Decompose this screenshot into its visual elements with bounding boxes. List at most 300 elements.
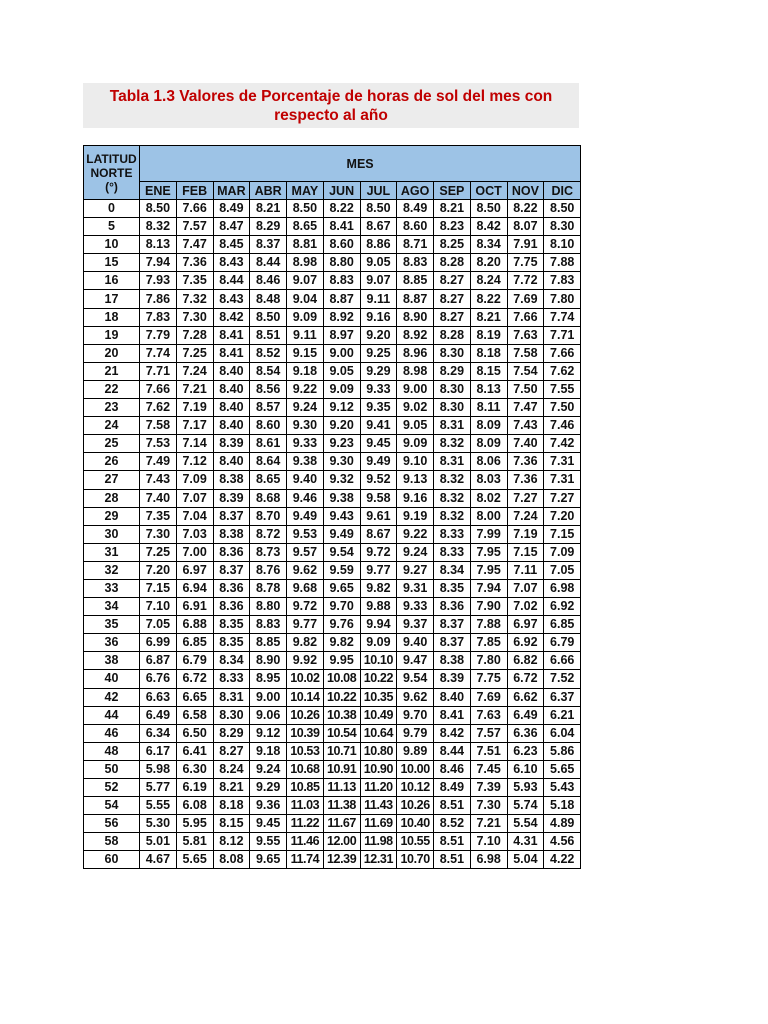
value-cell: 8.48 — [250, 290, 287, 308]
value-cell: 8.56 — [250, 380, 287, 398]
value-cell: 9.59 — [323, 561, 360, 579]
latitude-cell: 34 — [84, 598, 140, 616]
value-cell: 9.19 — [397, 507, 434, 525]
value-cell: 8.37 — [213, 507, 250, 525]
table-row — [84, 326, 581, 344]
value-cell: 8.39 — [213, 435, 250, 453]
value-cell: 8.23 — [434, 218, 471, 236]
value-cell: 4.67 — [140, 851, 177, 869]
value-cell: 8.51 — [434, 851, 471, 869]
value-cell: 7.36 — [507, 471, 544, 489]
value-cell: 8.09 — [470, 435, 507, 453]
latitude-cell: 26 — [84, 453, 140, 471]
value-cell: 8.95 — [250, 670, 287, 688]
value-cell: 7.66 — [140, 380, 177, 398]
latitude-cell: 22 — [84, 380, 140, 398]
value-cell: 7.71 — [140, 362, 177, 380]
value-cell: 8.86 — [360, 236, 397, 254]
value-cell: 7.32 — [176, 290, 213, 308]
value-cell: 9.07 — [360, 272, 397, 290]
value-cell: 6.08 — [176, 797, 213, 815]
latitude-cell: 60 — [84, 851, 140, 869]
value-cell: 8.40 — [213, 399, 250, 417]
value-cell: 9.09 — [323, 380, 360, 398]
value-cell: 8.40 — [213, 453, 250, 471]
latitude-cell: 54 — [84, 797, 140, 815]
value-cell: 6.41 — [176, 742, 213, 760]
table-row — [84, 236, 581, 254]
value-cell: 8.38 — [434, 652, 471, 670]
table-row — [84, 308, 581, 326]
value-cell: 11.20 — [360, 779, 397, 797]
value-cell: 6.97 — [176, 561, 213, 579]
value-cell: 11.22 — [287, 815, 324, 833]
value-cell: 10.26 — [397, 797, 434, 815]
table-row — [84, 507, 581, 525]
value-cell: 6.92 — [544, 598, 581, 616]
value-cell: 9.47 — [397, 652, 434, 670]
value-cell: 8.52 — [434, 815, 471, 833]
value-cell: 8.29 — [250, 218, 287, 236]
value-cell: 7.35 — [140, 507, 177, 525]
value-cell: 8.10 — [544, 236, 581, 254]
value-cell: 7.58 — [507, 344, 544, 362]
value-cell: 8.41 — [213, 326, 250, 344]
value-cell: 8.24 — [213, 760, 250, 778]
value-cell: 6.72 — [507, 670, 544, 688]
value-cell: 8.34 — [434, 561, 471, 579]
value-cell: 8.29 — [213, 724, 250, 742]
value-cell: 8.40 — [434, 688, 471, 706]
value-cell: 7.99 — [470, 525, 507, 543]
value-cell: 8.47 — [213, 218, 250, 236]
value-cell: 10.12 — [397, 779, 434, 797]
value-cell: 7.74 — [544, 308, 581, 326]
value-cell: 9.05 — [397, 417, 434, 435]
latitude-cell: 30 — [84, 525, 140, 543]
value-cell: 9.09 — [397, 435, 434, 453]
value-cell: 8.43 — [213, 290, 250, 308]
value-cell: 8.38 — [213, 471, 250, 489]
value-cell: 7.09 — [176, 471, 213, 489]
value-cell: 7.50 — [544, 399, 581, 417]
latitude-cell: 52 — [84, 779, 140, 797]
value-cell: 9.62 — [397, 688, 434, 706]
month-group-header: MES — [140, 146, 581, 182]
value-cell: 10.02 — [287, 670, 324, 688]
table-row — [84, 760, 581, 778]
value-cell: 7.28 — [176, 326, 213, 344]
value-cell: 8.29 — [434, 362, 471, 380]
value-cell: 7.86 — [140, 290, 177, 308]
value-cell: 7.55 — [544, 380, 581, 398]
month-header-may: MAY — [287, 182, 324, 200]
table-row — [84, 200, 581, 218]
value-cell: 7.74 — [140, 344, 177, 362]
table-row — [84, 525, 581, 543]
value-cell: 8.51 — [250, 326, 287, 344]
latitude-cell: 46 — [84, 724, 140, 742]
value-cell: 7.30 — [470, 797, 507, 815]
value-cell: 7.20 — [140, 561, 177, 579]
value-cell: 9.00 — [323, 344, 360, 362]
value-cell: 6.34 — [140, 724, 177, 742]
value-cell: 5.95 — [176, 815, 213, 833]
table-row — [84, 688, 581, 706]
value-cell: 8.40 — [213, 362, 250, 380]
value-cell: 8.65 — [287, 218, 324, 236]
table-row — [84, 543, 581, 561]
value-cell: 9.29 — [250, 779, 287, 797]
value-cell: 8.76 — [250, 561, 287, 579]
value-cell: 7.15 — [544, 525, 581, 543]
value-cell: 7.04 — [176, 507, 213, 525]
value-cell: 9.16 — [360, 308, 397, 326]
value-cell: 8.64 — [250, 453, 287, 471]
value-cell: 9.11 — [360, 290, 397, 308]
value-cell: 10.08 — [323, 670, 360, 688]
value-cell: 8.65 — [250, 471, 287, 489]
value-cell: 5.65 — [544, 760, 581, 778]
table-row — [84, 561, 581, 579]
value-cell: 6.85 — [176, 634, 213, 652]
table-row — [84, 344, 581, 362]
latitude-cell: 32 — [84, 561, 140, 579]
value-cell: 12.00 — [323, 833, 360, 851]
table-row — [84, 815, 581, 833]
month-header-row — [84, 182, 581, 200]
value-cell: 9.77 — [360, 561, 397, 579]
value-cell: 8.33 — [213, 670, 250, 688]
value-cell: 8.39 — [213, 489, 250, 507]
value-cell: 4.31 — [507, 833, 544, 851]
table-row — [84, 417, 581, 435]
latitude-cell: 40 — [84, 670, 140, 688]
value-cell: 6.98 — [544, 579, 581, 597]
value-cell: 7.05 — [140, 616, 177, 634]
value-cell: 11.98 — [360, 833, 397, 851]
value-cell: 7.52 — [544, 670, 581, 688]
value-cell: 8.30 — [434, 380, 471, 398]
value-cell: 7.30 — [140, 525, 177, 543]
value-cell: 7.46 — [544, 417, 581, 435]
value-cell: 11.13 — [323, 779, 360, 797]
latitude-cell: 50 — [84, 760, 140, 778]
latitude-cell: 42 — [84, 688, 140, 706]
value-cell: 9.65 — [323, 579, 360, 597]
value-cell: 7.57 — [176, 218, 213, 236]
value-cell: 9.77 — [287, 616, 324, 634]
value-cell: 8.19 — [470, 326, 507, 344]
value-cell: 8.90 — [397, 308, 434, 326]
latitude-cell: 19 — [84, 326, 140, 344]
value-cell: 8.87 — [323, 290, 360, 308]
value-cell: 8.70 — [250, 507, 287, 525]
value-cell: 7.94 — [470, 579, 507, 597]
value-cell: 7.07 — [507, 579, 544, 597]
table-row — [84, 652, 581, 670]
value-cell: 9.18 — [287, 362, 324, 380]
table-row — [84, 706, 581, 724]
value-cell: 8.32 — [434, 489, 471, 507]
value-cell: 8.32 — [434, 435, 471, 453]
value-cell: 9.30 — [323, 453, 360, 471]
value-cell: 8.32 — [434, 471, 471, 489]
value-cell: 7.15 — [507, 543, 544, 561]
table-row — [84, 616, 581, 634]
value-cell: 8.42 — [470, 218, 507, 236]
latitude-cell: 29 — [84, 507, 140, 525]
value-cell: 7.53 — [140, 435, 177, 453]
value-cell: 7.83 — [544, 272, 581, 290]
value-cell: 8.42 — [213, 308, 250, 326]
value-cell: 8.31 — [434, 453, 471, 471]
table-row — [84, 779, 581, 797]
value-cell: 9.33 — [397, 598, 434, 616]
value-cell: 7.24 — [507, 507, 544, 525]
value-cell: 9.65 — [250, 851, 287, 869]
value-cell: 9.38 — [287, 453, 324, 471]
value-cell: 9.27 — [397, 561, 434, 579]
value-cell: 7.90 — [470, 598, 507, 616]
value-cell: 8.46 — [250, 272, 287, 290]
sunshine-percentage-table — [83, 145, 581, 869]
value-cell: 10.70 — [397, 851, 434, 869]
value-cell: 9.82 — [287, 634, 324, 652]
value-cell: 9.76 — [323, 616, 360, 634]
value-cell: 7.10 — [140, 598, 177, 616]
value-cell: 6.21 — [544, 706, 581, 724]
value-cell: 8.18 — [213, 797, 250, 815]
value-cell: 6.98 — [470, 851, 507, 869]
latitude-cell: 48 — [84, 742, 140, 760]
value-cell: 9.18 — [250, 742, 287, 760]
value-cell: 8.50 — [287, 200, 324, 218]
value-cell: 4.89 — [544, 815, 581, 833]
value-cell: 8.80 — [250, 598, 287, 616]
value-cell: 8.43 — [213, 254, 250, 272]
value-cell: 7.75 — [470, 670, 507, 688]
value-cell: 8.54 — [250, 362, 287, 380]
latitude-cell: 33 — [84, 579, 140, 597]
value-cell: 6.58 — [176, 706, 213, 724]
latitude-cell: 25 — [84, 435, 140, 453]
value-cell: 8.72 — [250, 525, 287, 543]
table-row — [84, 579, 581, 597]
value-cell: 11.67 — [323, 815, 360, 833]
value-cell: 8.83 — [323, 272, 360, 290]
value-cell: 9.24 — [287, 399, 324, 417]
value-cell: 9.22 — [397, 525, 434, 543]
value-cell: 7.36 — [176, 254, 213, 272]
value-cell: 9.35 — [360, 399, 397, 417]
value-cell: 10.90 — [360, 760, 397, 778]
value-cell: 8.22 — [507, 200, 544, 218]
latitude-cell: 36 — [84, 634, 140, 652]
value-cell: 8.36 — [434, 598, 471, 616]
value-cell: 7.19 — [176, 399, 213, 417]
table-row — [84, 598, 581, 616]
latitude-cell: 23 — [84, 399, 140, 417]
value-cell: 7.27 — [544, 489, 581, 507]
value-cell: 11.43 — [360, 797, 397, 815]
latitude-cell: 20 — [84, 344, 140, 362]
latitude-cell: 35 — [84, 616, 140, 634]
value-cell: 8.35 — [434, 579, 471, 597]
value-cell: 8.37 — [213, 561, 250, 579]
value-cell: 8.21 — [213, 779, 250, 797]
table-row — [84, 742, 581, 760]
value-cell: 8.37 — [434, 634, 471, 652]
table-row — [84, 453, 581, 471]
value-cell: 7.25 — [140, 543, 177, 561]
value-cell: 9.94 — [360, 616, 397, 634]
value-cell: 6.30 — [176, 760, 213, 778]
value-cell: 5.93 — [507, 779, 544, 797]
value-cell: 7.63 — [470, 706, 507, 724]
value-cell: 8.83 — [397, 254, 434, 272]
value-cell: 9.54 — [323, 543, 360, 561]
value-cell: 9.92 — [287, 652, 324, 670]
value-cell: 8.60 — [397, 218, 434, 236]
month-header-abr: ABR — [250, 182, 287, 200]
value-cell: 8.28 — [434, 254, 471, 272]
value-cell: 6.72 — [176, 670, 213, 688]
value-cell: 8.22 — [323, 200, 360, 218]
value-cell: 9.70 — [323, 598, 360, 616]
value-cell: 6.79 — [544, 634, 581, 652]
value-cell: 7.47 — [176, 236, 213, 254]
value-cell: 7.75 — [507, 254, 544, 272]
value-cell: 8.68 — [250, 489, 287, 507]
value-cell: 7.21 — [470, 815, 507, 833]
value-cell: 10.68 — [287, 760, 324, 778]
value-cell: 5.04 — [507, 851, 544, 869]
value-cell: 8.37 — [434, 616, 471, 634]
value-cell: 9.53 — [287, 525, 324, 543]
value-cell: 8.11 — [470, 399, 507, 417]
value-cell: 8.13 — [470, 380, 507, 398]
value-cell: 7.09 — [544, 543, 581, 561]
value-cell: 5.65 — [176, 851, 213, 869]
latitude-cell: 18 — [84, 308, 140, 326]
value-cell: 8.03 — [470, 471, 507, 489]
latitude-cell: 16 — [84, 272, 140, 290]
value-cell: 9.00 — [250, 688, 287, 706]
value-cell: 7.66 — [176, 200, 213, 218]
value-cell: 9.10 — [397, 453, 434, 471]
value-cell: 8.50 — [360, 200, 397, 218]
value-cell: 8.51 — [434, 797, 471, 815]
value-cell: 8.98 — [397, 362, 434, 380]
value-cell: 10.22 — [323, 688, 360, 706]
value-cell: 9.88 — [360, 598, 397, 616]
value-cell: 8.32 — [434, 507, 471, 525]
value-cell: 9.82 — [360, 579, 397, 597]
value-cell: 8.36 — [213, 598, 250, 616]
value-cell: 7.88 — [544, 254, 581, 272]
table-row — [84, 218, 581, 236]
value-cell: 8.50 — [544, 200, 581, 218]
value-cell: 8.08 — [213, 851, 250, 869]
value-cell: 8.09 — [470, 417, 507, 435]
value-cell: 7.95 — [470, 561, 507, 579]
value-cell: 7.54 — [507, 362, 544, 380]
value-cell: 8.60 — [323, 236, 360, 254]
value-cell: 6.62 — [507, 688, 544, 706]
value-cell: 11.03 — [287, 797, 324, 815]
value-cell: 7.24 — [176, 362, 213, 380]
value-cell: 9.58 — [360, 489, 397, 507]
value-cell: 8.27 — [213, 742, 250, 760]
value-cell: 5.86 — [544, 742, 581, 760]
value-cell: 10.22 — [360, 670, 397, 688]
value-cell: 8.51 — [434, 833, 471, 851]
value-cell: 6.76 — [140, 670, 177, 688]
value-cell: 9.33 — [287, 435, 324, 453]
value-cell: 10.49 — [360, 706, 397, 724]
table-row — [84, 254, 581, 272]
value-cell: 8.50 — [140, 200, 177, 218]
latitude-cell: 24 — [84, 417, 140, 435]
value-cell: 10.14 — [287, 688, 324, 706]
value-cell: 6.97 — [507, 616, 544, 634]
value-cell: 10.38 — [323, 706, 360, 724]
value-cell: 8.20 — [470, 254, 507, 272]
value-cell: 9.49 — [360, 453, 397, 471]
month-header-ene: ENE — [140, 182, 177, 200]
value-cell: 9.00 — [397, 380, 434, 398]
value-cell: 7.42 — [544, 435, 581, 453]
value-cell: 7.66 — [507, 308, 544, 326]
month-header-mar: MAR — [213, 182, 250, 200]
latitude-cell: 58 — [84, 833, 140, 851]
value-cell: 8.49 — [434, 779, 471, 797]
latitude-cell: 5 — [84, 218, 140, 236]
value-cell: 10.64 — [360, 724, 397, 742]
value-cell: 7.47 — [507, 399, 544, 417]
value-cell: 9.05 — [323, 362, 360, 380]
value-cell: 9.12 — [250, 724, 287, 742]
value-cell: 9.52 — [360, 471, 397, 489]
table-row — [84, 272, 581, 290]
table-body — [84, 200, 581, 869]
value-cell: 7.11 — [507, 561, 544, 579]
value-cell: 6.91 — [176, 598, 213, 616]
value-cell: 5.54 — [507, 815, 544, 833]
value-cell: 7.12 — [176, 453, 213, 471]
value-cell: 7.30 — [176, 308, 213, 326]
value-cell: 9.33 — [360, 380, 397, 398]
value-cell: 4.56 — [544, 833, 581, 851]
value-cell: 8.39 — [434, 670, 471, 688]
value-cell: 9.49 — [287, 507, 324, 525]
value-cell: 7.63 — [507, 326, 544, 344]
value-cell: 9.07 — [287, 272, 324, 290]
value-cell: 7.10 — [470, 833, 507, 851]
value-cell: 8.34 — [470, 236, 507, 254]
value-cell: 8.73 — [250, 543, 287, 561]
value-cell: 5.55 — [140, 797, 177, 815]
month-header-oct: OCT — [470, 182, 507, 200]
value-cell: 8.30 — [434, 344, 471, 362]
value-cell: 9.16 — [397, 489, 434, 507]
value-cell: 8.07 — [507, 218, 544, 236]
value-cell: 7.71 — [544, 326, 581, 344]
value-cell: 7.07 — [176, 489, 213, 507]
value-cell: 7.62 — [140, 399, 177, 417]
value-cell: 6.49 — [140, 706, 177, 724]
